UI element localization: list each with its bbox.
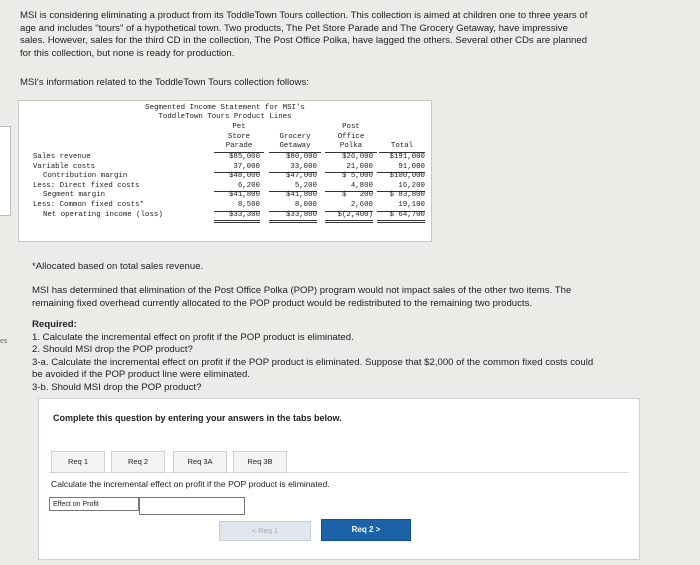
cell: 5,200 (269, 182, 317, 193)
required-item: 2. Should MSI drop the POP product? (32, 344, 193, 355)
header-grocery (269, 133, 321, 153)
cell: $191,000 (389, 153, 425, 161)
required-item: 1. Calculate the incremental effect on profit if the POP product is eliminated. (32, 331, 354, 343)
header-total (379, 142, 425, 153)
row-label: Contribution margin (43, 172, 128, 181)
cell: $26,000 (341, 153, 373, 161)
footnote: *Allocated based on total sales revenue. (32, 261, 204, 272)
cell: $33,800 (269, 211, 317, 224)
cell: $33,300 (214, 211, 260, 224)
row-label: Segment margin (43, 191, 106, 200)
header-post (325, 123, 377, 153)
next-req-button[interactable]: Req 2 > (321, 519, 411, 541)
intro-paragraph (20, 10, 690, 60)
required-section (32, 319, 652, 394)
row-label: Less: Common fixed costs* (33, 201, 144, 209)
cell: $48,000 (228, 172, 260, 181)
cell: 37,000 (214, 163, 260, 174)
header-post-1: Post (342, 123, 360, 131)
required-item: 3-b. Should MSI drop the POP product? (32, 381, 202, 393)
cell: 8,000 (269, 201, 317, 212)
tab-req-3a[interactable]: Req 3A (173, 451, 227, 473)
cell: $ 83,800 (389, 191, 425, 200)
effect-on-profit-label: Effect on Profit (49, 497, 139, 511)
tab-req-3b[interactable]: Req 3B (233, 451, 287, 473)
header-pet (214, 123, 264, 153)
tab-req-2[interactable]: Req 2 (111, 451, 165, 473)
income-statement-table (18, 100, 432, 242)
paragraph-line: remaining fixed overhead currently allocated to the POP product would be redistributed to the remaining two products. (32, 297, 533, 309)
cell: 33,000 (269, 163, 317, 174)
panel-instruction: Complete this question by entering your answers in the tabs below. (53, 413, 342, 423)
cell: $100,000 (389, 172, 425, 181)
elimination-paragraph (32, 285, 632, 310)
intro-line: for this collection, but none is ready for production. (20, 47, 235, 59)
paragraph-line: MSI has determined that elimination of the Post Office Polka (POP) program would not impact sales of the other two items. The (32, 285, 572, 296)
prev-req-button[interactable]: < Req 1 (219, 521, 311, 541)
header-pet-3: Parade (214, 142, 264, 153)
header-grocery-2: Getaway (269, 142, 321, 153)
cell: 6,200 (214, 182, 260, 193)
cell: $41,800 (228, 191, 260, 200)
cell: $ 5,000 (341, 172, 373, 181)
cell: $ 200 (341, 191, 373, 200)
header-total-1: Total (379, 142, 425, 153)
header-post-2: Office (337, 132, 365, 141)
header-grocery-1: Grocery (279, 132, 311, 141)
row-label: Less: Direct fixed costs (33, 181, 140, 190)
effect-on-profit-input[interactable] (139, 497, 245, 515)
header-pet-2: Store (227, 132, 251, 141)
calc-prompt: Calculate the incremental effect on profit if the POP product is eliminated. (51, 479, 330, 489)
header-pet-1: Pet (232, 123, 246, 131)
cell: $85,000 (228, 153, 260, 161)
cell: 91,000 (377, 163, 425, 174)
header-post-3: Polka (325, 142, 377, 153)
cell: $47,000 (285, 172, 317, 181)
row-label: Sales revenue (33, 153, 91, 161)
cell: 4,800 (325, 182, 373, 193)
cell: $(2,400) (325, 211, 373, 224)
cell: 16,200 (377, 182, 425, 193)
side-text: es (0, 338, 8, 345)
row-label: Variable costs (33, 162, 96, 171)
tab-req-1[interactable]: Req 1 (51, 451, 105, 473)
cell: 2,600 (325, 201, 373, 212)
required-item: 3-a. Calculate the incremental effect on profit if the POP product is eliminated. Suppose that $2,000 of the common fixed costs could (32, 356, 594, 368)
side-panel-edge (0, 126, 11, 216)
cell: 21,000 (325, 163, 373, 174)
statement-title-line1: Segmented Income Statement for MSI's (145, 104, 305, 112)
cell: 19,100 (377, 201, 425, 212)
row-label: Net operating income (loss) (43, 210, 163, 219)
intro-line: age and includes "tours" of a hypothetical town. Two products, The Pet Store Parade and The Grocery Getaway, have impressive (20, 22, 568, 34)
statement-title-line2: ToddleTown Tours Product Lines (158, 113, 292, 121)
intro-line: sales. However, sales for the third CD in the collection, The Post Office Polka, have lagged the others. Several other CDs are planned (20, 35, 588, 46)
required-item: be avoided if the POP product line were eliminated. (32, 369, 250, 380)
info-intro: MSI's information related to the ToddleTown Tours collection follows: (20, 77, 309, 88)
answer-panel (38, 398, 640, 560)
cell: 8,500 (214, 201, 260, 212)
cell: $41,800 (285, 191, 317, 200)
cell: $80,000 (285, 153, 317, 161)
intro-line: MSI is considering eliminating a product from its ToddleTown Tours collection. This collection is aimed at children one to three years of (20, 10, 588, 21)
required-heading: Required: (32, 319, 77, 330)
cell: $ 64,700 (377, 211, 425, 224)
